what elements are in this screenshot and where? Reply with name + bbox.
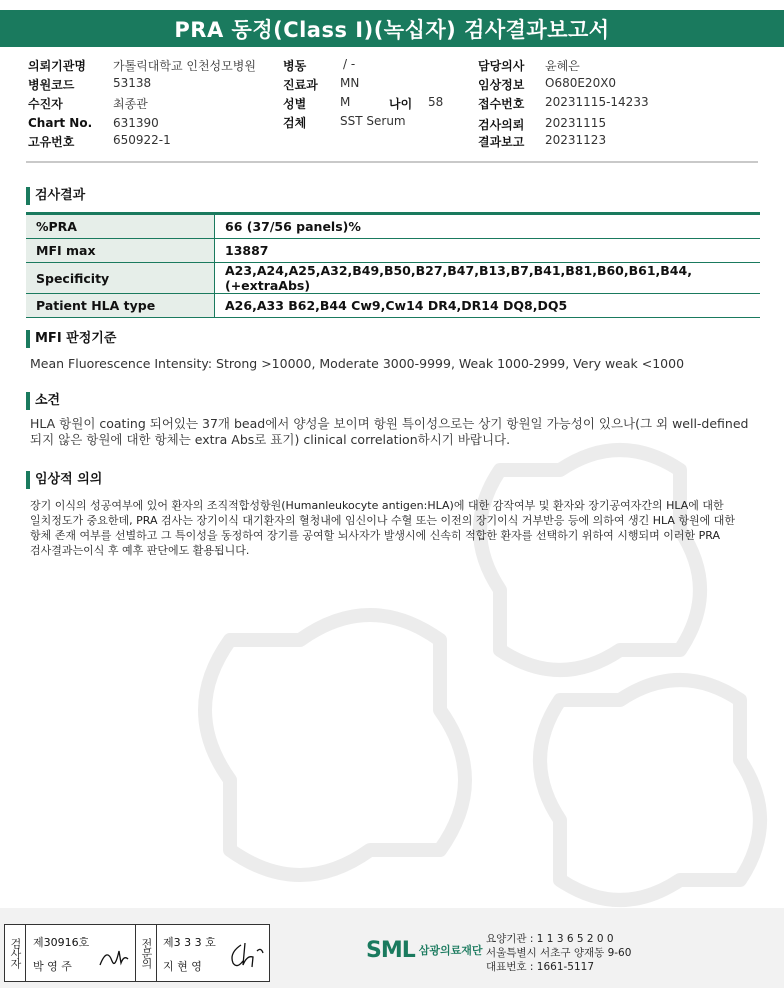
company-logo — [366, 930, 483, 970]
logo-mark: SML — [366, 937, 415, 963]
result-key: MFI max — [26, 239, 215, 263]
company-phone: 대표번호 : 1661-5117 — [486, 961, 595, 973]
result-key: %PRA — [26, 214, 215, 239]
receipt-no-value: 20231115-14233 — [545, 95, 649, 109]
age-label: 나이 — [389, 97, 413, 111]
department-label: 진료과 — [283, 78, 318, 92]
patient-info — [0, 54, 784, 154]
sex-label: 성별 — [283, 97, 307, 111]
opinion-line: 되지 않은 항원에 대한 항체는 extra Abs로 표기) clinical correlation하시기 바랍니다. — [30, 432, 511, 447]
tester-label: 검사자 — [5, 925, 26, 981]
opinion-heading: 소견 — [26, 392, 60, 410]
tester-license: 제30916호 — [33, 936, 90, 949]
results-table — [26, 212, 760, 318]
result-value: A26,A33 B62,B44 Cw9,Cw14 DR4,DR14 DQ8,DQ5 — [215, 294, 761, 318]
unique-no-value: 650922-1 — [113, 133, 171, 147]
report-title: PRA 동정(Class I)(녹십자) 검사결과보고서 — [0, 10, 784, 47]
specimen-value: SST Serum — [340, 114, 406, 128]
chart-no-value: 631390 — [113, 116, 159, 130]
request-date-label: 검사의뢰 — [478, 118, 525, 132]
clinical-line: 항체 존재 여부를 선별하고 그 특이성을 동정하여 장기를 공여할 뇌사자가 발생시에 신속히 적합한 환자를 선택하기 위하여 시행되며 이러한 PRA — [30, 529, 720, 542]
clinical-info-value: O680E20X0 — [545, 76, 617, 90]
table-row — [26, 239, 760, 263]
doctor-label: 담당의사 — [478, 59, 525, 73]
patient-label: 수진자 — [28, 97, 63, 111]
doctor-value: 윤혜은 — [545, 59, 580, 73]
table-row — [26, 214, 760, 239]
request-date-value: 20231115 — [545, 116, 607, 130]
result-key: Specificity — [26, 263, 215, 294]
result-key: Patient HLA type — [26, 294, 215, 318]
confirmer-signature — [225, 939, 265, 971]
result-value: 13887 — [215, 239, 761, 263]
age-value: 58 — [428, 95, 444, 109]
result-value: A23,A24,A25,A32,B49,B50,B27,B47,B13,B7,B41,B81,B60,B61,B44,(+extraAbs) — [215, 263, 761, 294]
report-footer — [0, 908, 784, 988]
hospital-code-label: 병원코드 — [28, 78, 75, 92]
opinion-line: HLA 항원이 coating 되어있는 37개 bead에서 양성을 보이며 항원 특이성으로는 상기 항원일 가능성이 있으나(그 외 well-defined — [30, 416, 749, 431]
mfi-criteria-text: Mean Fluorescence Intensity: Strong >10000, Moderate 3000-9999, Weak 1000-2999, Very weak <1000 — [30, 356, 685, 371]
result-value: 66 (37/56 panels)% — [215, 214, 761, 239]
clinical-info-label: 임상정보 — [478, 78, 525, 92]
clinical-heading: 임상적 의의 — [26, 471, 102, 489]
tester-name: 박 영 주 — [33, 960, 72, 973]
receipt-no-label: 접수번호 — [478, 97, 525, 111]
table-row — [26, 294, 760, 318]
tester-signature — [97, 943, 131, 971]
report-date-label: 결과보고 — [478, 135, 525, 149]
unique-no-label: 고유번호 — [28, 135, 75, 149]
ward-value: / - — [343, 57, 356, 71]
ward-label: 병동 — [283, 59, 307, 73]
divider — [26, 161, 758, 163]
confirmer-label: 전문의 — [135, 925, 157, 981]
report-date-value: 20231123 — [545, 133, 607, 147]
institution-code: 요양기관 : 1 1 3 6 5 2 0 0 — [486, 933, 614, 945]
clinical-line: 일치정도가 중요한데, PRA 검사는 장기이식 대기환자의 혈청내에 임신이나 수혈 또는 이전의 장기이식 거부반응 등에 의하여 생긴 HLA 항원에 대한 — [30, 514, 736, 527]
logo-org-name: 삼광의료재단 — [418, 944, 483, 957]
patient-value: 최종관 — [113, 97, 148, 111]
specimen-label: 검체 — [283, 116, 307, 130]
institution-label: 의뢰기관명 — [28, 59, 86, 73]
company-address: 서울특별시 서초구 양재동 9-60 — [486, 947, 632, 959]
chart-no-label: Chart No. — [28, 116, 93, 130]
hospital-code-value: 53138 — [113, 76, 152, 90]
signature-box — [4, 924, 270, 982]
clinical-line: 장기 이식의 성공여부에 있어 환자의 조직적합성항원(Humanleukocyte antigen:HLA)에 대한 감작여부 및 환자와 장기공여자간의 HLA에 대한 — [30, 499, 724, 512]
sex-value: M — [340, 95, 351, 109]
institution-value: 가톨릭대학교 인천성모병원 — [113, 59, 256, 73]
confirmer-license: 제3 3 3 호 — [163, 936, 216, 949]
results-heading: 검사결과 — [26, 187, 85, 205]
department-value: MN — [340, 76, 360, 90]
clinical-line: 검사결과는이식 후 예후 판단에도 활용됩니다. — [30, 544, 250, 557]
contact-info — [486, 932, 631, 974]
table-row — [26, 263, 760, 294]
confirmer-name: 지 현 영 — [163, 960, 202, 973]
mfi-heading: MFI 판정기준 — [26, 330, 116, 348]
